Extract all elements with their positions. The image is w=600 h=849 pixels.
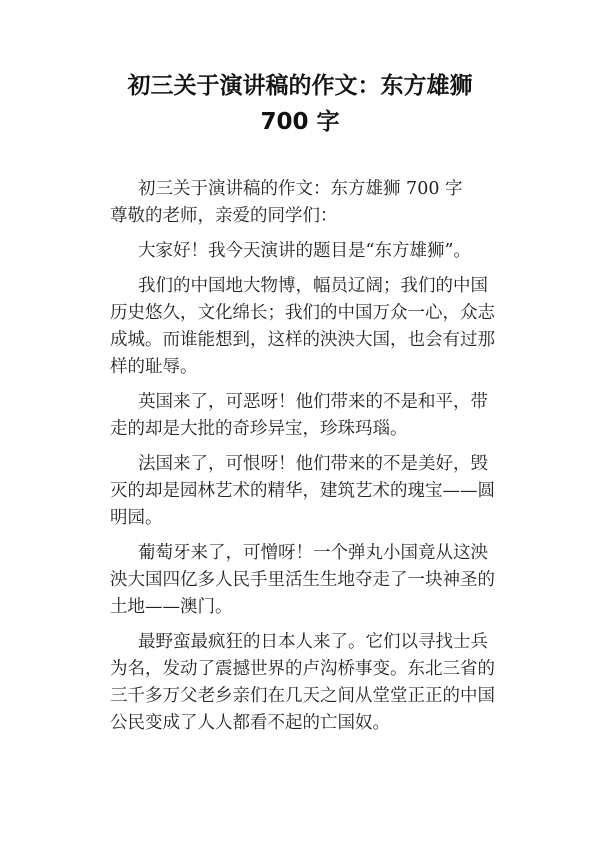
paragraph [110,273,502,381]
paragraph-line: 土地——澳门。 [110,597,233,617]
document-body [110,176,502,745]
title-line: 700 字 [260,109,340,135]
paragraph-line: 尊敬的老师，亲爱的同学们： [110,206,338,226]
document-title [60,68,540,140]
paragraph [110,176,502,203]
paragraph-line: 样的耻辱。 [110,357,198,377]
paragraph [110,389,502,443]
paragraph-line: 葡萄牙来了，可憎呀！一个弹丸小国竟从这泱 [138,543,488,563]
paragraph-line: 走的却是大批的奇珍异宝，珍珠玛瑙。 [110,419,408,439]
paragraph-line: 最野蛮最疯狂的日本人来了。它们以寻找士兵 [138,632,488,652]
paragraph [110,451,502,532]
paragraph [110,203,502,230]
paragraph-line: 三千多万父老乡亲们在几天之间从堂堂正正的中国 [110,686,495,706]
paragraph [110,629,502,737]
paragraph-line: 英国来了，可恶呀！他们带来的不是和平，带 [138,392,488,412]
paragraph-line: 大家好！我今天演讲的题目是“东方雄狮”。 [138,241,471,261]
paragraph-line: 法国来了，可恨呀！他们带来的不是美好，毁 [138,454,488,474]
paragraph-line: 我们的中国地大物博，幅员辽阔；我们的中国 [138,276,488,296]
paragraph-line: 灭的却是园林艺术的精华，建筑艺术的瑰宝——圆 [110,481,495,501]
paragraph-line: 历史悠久，文化绵长；我们的中国万众一心，众志 [110,303,495,323]
paragraph [110,238,502,265]
title-line: 初三关于演讲稿的作文：东方雄狮 [127,73,473,99]
paragraph-line: 泱大国四亿多人民手里活生生地夺走了一块神圣的 [110,570,495,590]
paragraph-line: 明园。 [110,508,163,528]
paragraph-line: 为名，发动了震撼世界的卢沟桥事变。东北三省的 [110,659,495,679]
paragraph-line: 公民变成了人人都看不起的亡国奴。 [110,713,390,733]
paragraph-line: 初三关于演讲稿的作文：东方雄狮 700 字 [138,179,463,199]
paragraph-line: 成城。而谁能想到，这样的泱泱大国，也会有过那 [110,330,495,350]
paragraph [110,540,502,621]
